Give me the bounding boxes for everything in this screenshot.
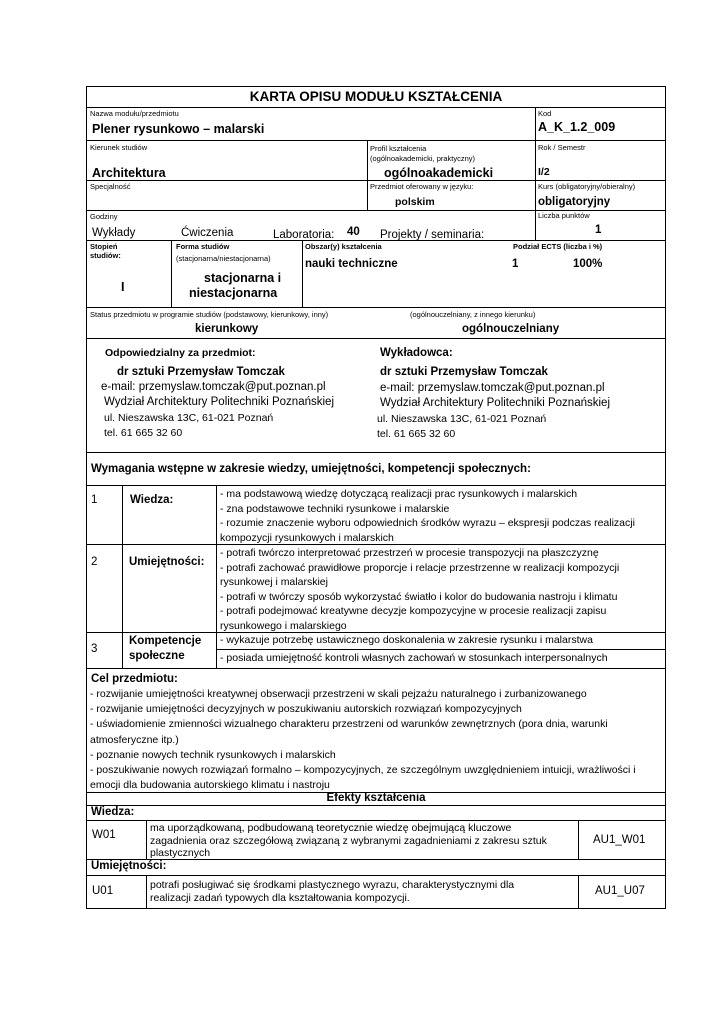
requirement-number: 3 xyxy=(91,643,98,655)
lectures-label: Wykłady xyxy=(92,227,136,239)
year-label: Rok / Semestr xyxy=(538,143,586,152)
list-item: - wykazuje potrzebę ustawicznego doskonalenia w zakresie rysunku i malarstwa xyxy=(220,634,593,646)
responsible-name: dr sztuki Przemysław Tomczak xyxy=(117,366,285,378)
form-value-2: niestacjonarna xyxy=(189,286,278,300)
form-label-hint: (stacjonarna/niestacjonarna) xyxy=(176,254,271,263)
ects-label: Podział ECTS (liczba i %) xyxy=(513,242,603,251)
effect-description xyxy=(150,879,514,905)
language-value: polskim xyxy=(395,196,435,208)
responsible-email: e-mail: przemyslaw.tomczak@put.poznan.pl xyxy=(101,381,326,393)
list-item: - potrafi twórczo interpretować przestrzeń w procesie transpozycji na płaszczyznę xyxy=(220,547,599,559)
responsible-phone: tel. 61 665 32 60 xyxy=(104,427,183,439)
points-value: 1 xyxy=(595,224,602,236)
effect-code: W01 xyxy=(92,829,116,841)
course-type-label: Kurs (obligatoryjny/obieralny) xyxy=(538,182,636,191)
list-item: - rozumie znaczenie wyboru odpowiednich środków wyrazu – ekspresji podczas realizacji xyxy=(220,517,635,529)
effect-reference: AU1_W01 xyxy=(593,834,646,846)
ects-number: 1 xyxy=(512,258,519,270)
requirement-number: 2 xyxy=(91,556,98,568)
list-item: - posiada umiejętność kontroli własnych zachowań w stosunkach interpersonalnych xyxy=(220,652,608,664)
status-value: kierunkowy xyxy=(195,323,259,335)
list-item: - poszukiwanie nowych rozwiązań formalno – kompozycyjnych, ze szczególnym uwzględnieniem intuicji, wrażliwości i xyxy=(90,764,636,777)
goal-list xyxy=(90,687,636,793)
module-label: Nazwa modułu/przedmiotu xyxy=(90,109,179,118)
exercises-label: Ćwiczenia xyxy=(181,227,234,239)
code-label: Kod xyxy=(538,109,552,118)
year-value: I/2 xyxy=(538,166,550,178)
level-label-2: studiów: xyxy=(90,251,121,260)
list-item: kompozycji rysunkowych i malarskich xyxy=(220,531,394,544)
list-item: plastycznych xyxy=(150,847,211,859)
level-value: I xyxy=(121,280,125,294)
requirement-name: Kompetencje xyxy=(129,635,202,647)
area-value: nauki techniczne xyxy=(305,258,398,270)
list-item: - rozwijanie umiejętności decyzyjnych w poszukiwaniu autorskich rozwiązań kompozycyjnych xyxy=(90,703,522,716)
requirement-number: 1 xyxy=(91,494,98,506)
code-value: A_K_1.2_009 xyxy=(538,120,616,134)
ects-percent: 100% xyxy=(573,258,603,270)
effects-heading: Efekty kształcenia xyxy=(326,792,426,804)
lecturer-faculty: Wydział Architektury Politechniki Poznańskiej xyxy=(380,397,610,409)
requirements-heading: Wymagania wstępne w zakresie wiedzy, umiejętności, kompetencji społecznych: xyxy=(91,463,531,475)
requirement-name: Wiedza: xyxy=(130,494,174,506)
course-type-value: obligatoryjny xyxy=(538,196,611,208)
points-label: Liczba punktów xyxy=(538,211,590,220)
lecturer-address: ul. Nieszawska 13C, 61-021 Poznań xyxy=(377,413,547,425)
hours-label: Godziny xyxy=(90,212,118,221)
list-item: rysunkowego i malarskiego xyxy=(220,619,347,632)
lecturer-name: dr sztuki Przemysław Tomczak xyxy=(380,366,548,378)
skills-heading: Umiejętności: xyxy=(91,860,167,872)
specialty-label: Specjalność xyxy=(90,182,131,191)
responsible-heading: Odpowiedzialny za przedmiot: xyxy=(105,347,256,359)
list-item: - potrafi zachować prawidłowe proporcje i relacje przestrzenne w realizacji kompozycji xyxy=(220,561,620,574)
area-label: Obszar(y) kształcenia xyxy=(305,242,382,251)
responsible-faculty: Wydział Architektury Politechniki Poznańskiej xyxy=(104,396,334,408)
list-item: realizacji zadań typowych dla kształtowania kompozycji. xyxy=(150,892,410,904)
language-label: Przedmiot oferowany w języku: xyxy=(370,182,474,191)
effect-code: U01 xyxy=(92,885,114,897)
requirement-skills-list xyxy=(220,546,619,633)
list-item: rysunkowej i malarskiej xyxy=(220,576,328,588)
profile-label: Profil kształcenia xyxy=(370,144,427,153)
list-item: - uświadomienie zmienności wizualnego charakteru przestrzeni od warunków zewnętrznych (pora dnia, warunki xyxy=(90,718,608,731)
list-item: - zna podstawowe techniki rysunkowe i malarskie xyxy=(220,502,450,515)
goal-heading: Cel przedmiotu: xyxy=(91,673,178,685)
requirement-name: Umiejętności: xyxy=(129,556,205,568)
form-label: Forma studiów xyxy=(176,242,230,251)
profile-label-hint: (ogólnoakademicki, praktyczny) xyxy=(370,154,476,163)
lecturer-heading: Wykładowca: xyxy=(380,347,453,359)
laboratory-value: 40 xyxy=(347,226,360,238)
requirement-knowledge-list xyxy=(220,487,635,545)
status-value-2: ogólnouczelniany xyxy=(462,323,560,335)
effect-description xyxy=(150,822,547,860)
requirement-name-2: społeczne xyxy=(129,650,185,662)
profile-value: ogólnoakademicki xyxy=(384,166,494,180)
level-label: Stopień xyxy=(90,242,118,251)
responsible-address: ul. Nieszawska 13C, 61-021 Poznań xyxy=(104,412,274,424)
field-value: Architektura xyxy=(92,166,166,180)
list-item: - ma podstawową wiedzę dotyczącą realizacji prac rysunkowych i malarskich xyxy=(220,488,578,500)
list-item: emocji dla budowania autorskiego klimatu i nastroju xyxy=(90,779,330,792)
knowledge-heading: Wiedza: xyxy=(91,806,135,818)
list-item: - poznanie nowych technik rysunkowych i malarskich xyxy=(90,748,336,761)
laboratory-label: Laboratoria: xyxy=(273,229,335,241)
projects-label: Projekty / seminaria: xyxy=(380,229,485,241)
list-item: potrafi posługiwać się środkami plastycznego wyrazu, charakterystycznymi dla xyxy=(150,879,515,891)
list-item: - potrafi podejmować kreatywne decyzje kompozycyjne w procesie realizacji zapisu xyxy=(220,605,607,617)
list-item: ma uporządkowaną, podbudowaną teoretycznie wiedzę obejmującą kluczowe xyxy=(150,822,512,834)
list-item: - rozwijanie umiejętności kreatywnej obserwacji przestrzeni w skali pejzażu naturalnego i zurbanizowanego xyxy=(90,688,587,700)
module-value: Plener rysunkowo – malarski xyxy=(92,122,265,136)
effect-reference: AU1_U07 xyxy=(595,885,645,897)
lecturer-phone: tel. 61 665 32 60 xyxy=(377,428,456,440)
lecturer-email: e-mail: przemyslaw.tomczak@put.poznan.pl xyxy=(380,382,605,394)
field-label: Kierunek studiów xyxy=(90,143,148,152)
status-label-2: (ogólnouczelniany, z innego kierunku) xyxy=(410,310,536,319)
status-label: Status przedmiotu w programie studiów (podstawowy, kierunkowy, inny) xyxy=(90,310,329,319)
list-item: zagadnienia oraz szczegółową związaną z wybranymi zagadnieniami z zakresu sztuk xyxy=(150,834,547,847)
form-value-1: stacjonarna i xyxy=(204,271,282,285)
list-item: - potrafi w twórczy sposób wykorzystać światło i kolor do budowania nastroju i klimatu xyxy=(220,590,618,603)
page-title: KARTA OPISU MODUŁU KSZTAŁCENIA xyxy=(249,89,503,104)
list-item: atmosferyczne itp.) xyxy=(90,733,179,746)
